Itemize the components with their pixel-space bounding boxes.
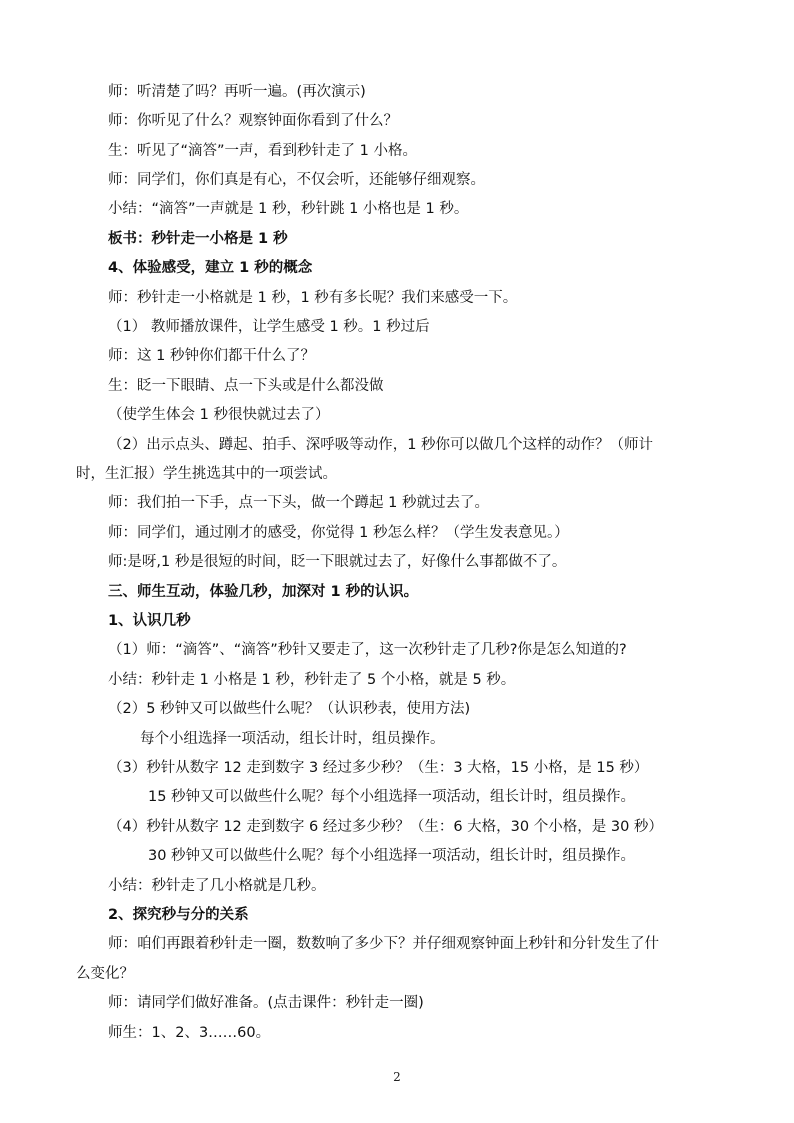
blackboard-heading: 板书：秒针走一小格是 1 秒 — [108, 231, 288, 247]
text-line: （2）出示点头、蹲起、拍手、深呼吸等动作，1 秒你可以做几个这样的动作？（师计 — [108, 437, 654, 453]
text-line: （1） 教师播放课件，让学生感受 1 秒。1 秒过后 — [108, 319, 430, 335]
text-line: 师：咱们再跟着秒针走一圈，数数响了多少下？并仔细观察钟面上秒针和分针发生了什 — [108, 936, 659, 952]
section-heading: 2、探究秒与分的关系 — [108, 907, 249, 923]
text-line: （4）秒针从数字 12 走到数字 6 经过多少秒？（生：6 大格，30 个小格，是 30 秒） — [108, 819, 663, 835]
text-line: 小结：“滴答”一声就是 1 秒，秒针跳 1 小格也是 1 秒。 — [108, 201, 469, 217]
section-heading: 1、认识几秒 — [108, 613, 191, 629]
text-line: 师：我们拍一下手，点一下头，做一个蹲起 1 秒就过去了。 — [108, 495, 489, 511]
text-line: （2）5 秒钟又可以做些什么呢？（认识秒表，使用方法) — [108, 701, 471, 717]
text-line: 师：同学们，你们真是有心，不仅会听，还能够仔细观察。 — [108, 172, 485, 188]
text-line: （1）师：“滴答”、“滴答”秒针又要走了，这一次秒针走了几秒?你是怎么知道的? — [108, 642, 627, 658]
text-line: 师：秒针走一小格就是 1 秒，1 秒有多长呢？我们来感受一下。 — [108, 290, 518, 306]
text-line: 么变化？ — [76, 966, 134, 982]
text-line: 时，生汇报）学生挑选其中的一项尝试。 — [76, 466, 337, 482]
text-line: 师：你听见了什么？观察钟面你看到了什么？ — [108, 113, 398, 129]
text-line: 小结：秒针走了几小格就是几秒。 — [108, 878, 326, 894]
text-line: 师生：1、2、3……60。 — [108, 1025, 271, 1041]
text-line: 30 秒钟又可以做些什么呢？每个小组选择一项活动，组长计时，组员操作。 — [148, 848, 636, 864]
text-line: 师:是呀,1 秒是很短的时间，眨一下眼就过去了，好像什么事都做不了。 — [108, 554, 567, 570]
text-line: 师：请同学们做好准备。(点击课件：秒针走一圈) — [108, 995, 424, 1011]
section-heading: 4、体验感受，建立 1 秒的概念 — [108, 260, 313, 276]
text-line: 师：同学们，通过刚才的感受，你觉得 1 秒怎么样？（学生发表意见。） — [108, 525, 569, 541]
text-line: （使学生体会 1 秒很快就过去了） — [108, 407, 330, 423]
text-line: 小结：秒针走 1 小格是 1 秒，秒针走了 5 个小格，就是 5 秒。 — [108, 672, 516, 688]
text-line: 15 秒钟又可以做些什么呢？每个小组选择一项活动，组长计时，组员操作。 — [148, 789, 636, 805]
text-line: 每个小组选择一项活动，组长计时，组员操作。 — [140, 731, 445, 747]
page-number: 2 — [393, 1070, 401, 1084]
section-heading: 三、师生互动，体验几秒，加深对 1 秒的认识。 — [108, 584, 419, 600]
text-line: 生：听见了“滴答”一声，看到秒针走了 1 小格。 — [108, 143, 417, 159]
text-line: 生：眨一下眼睛、点一下头或是什么都没做 — [108, 378, 384, 394]
text-line: （3）秒针从数字 12 走到数字 3 经过多少秒？（生：3 大格，15 小格，是 15 秒） — [108, 760, 649, 776]
text-line: 师：听清楚了吗？再听一遍。(再次演示) — [108, 84, 366, 100]
text-line: 师：这 1 秒钟你们都干什么了？ — [108, 348, 315, 364]
